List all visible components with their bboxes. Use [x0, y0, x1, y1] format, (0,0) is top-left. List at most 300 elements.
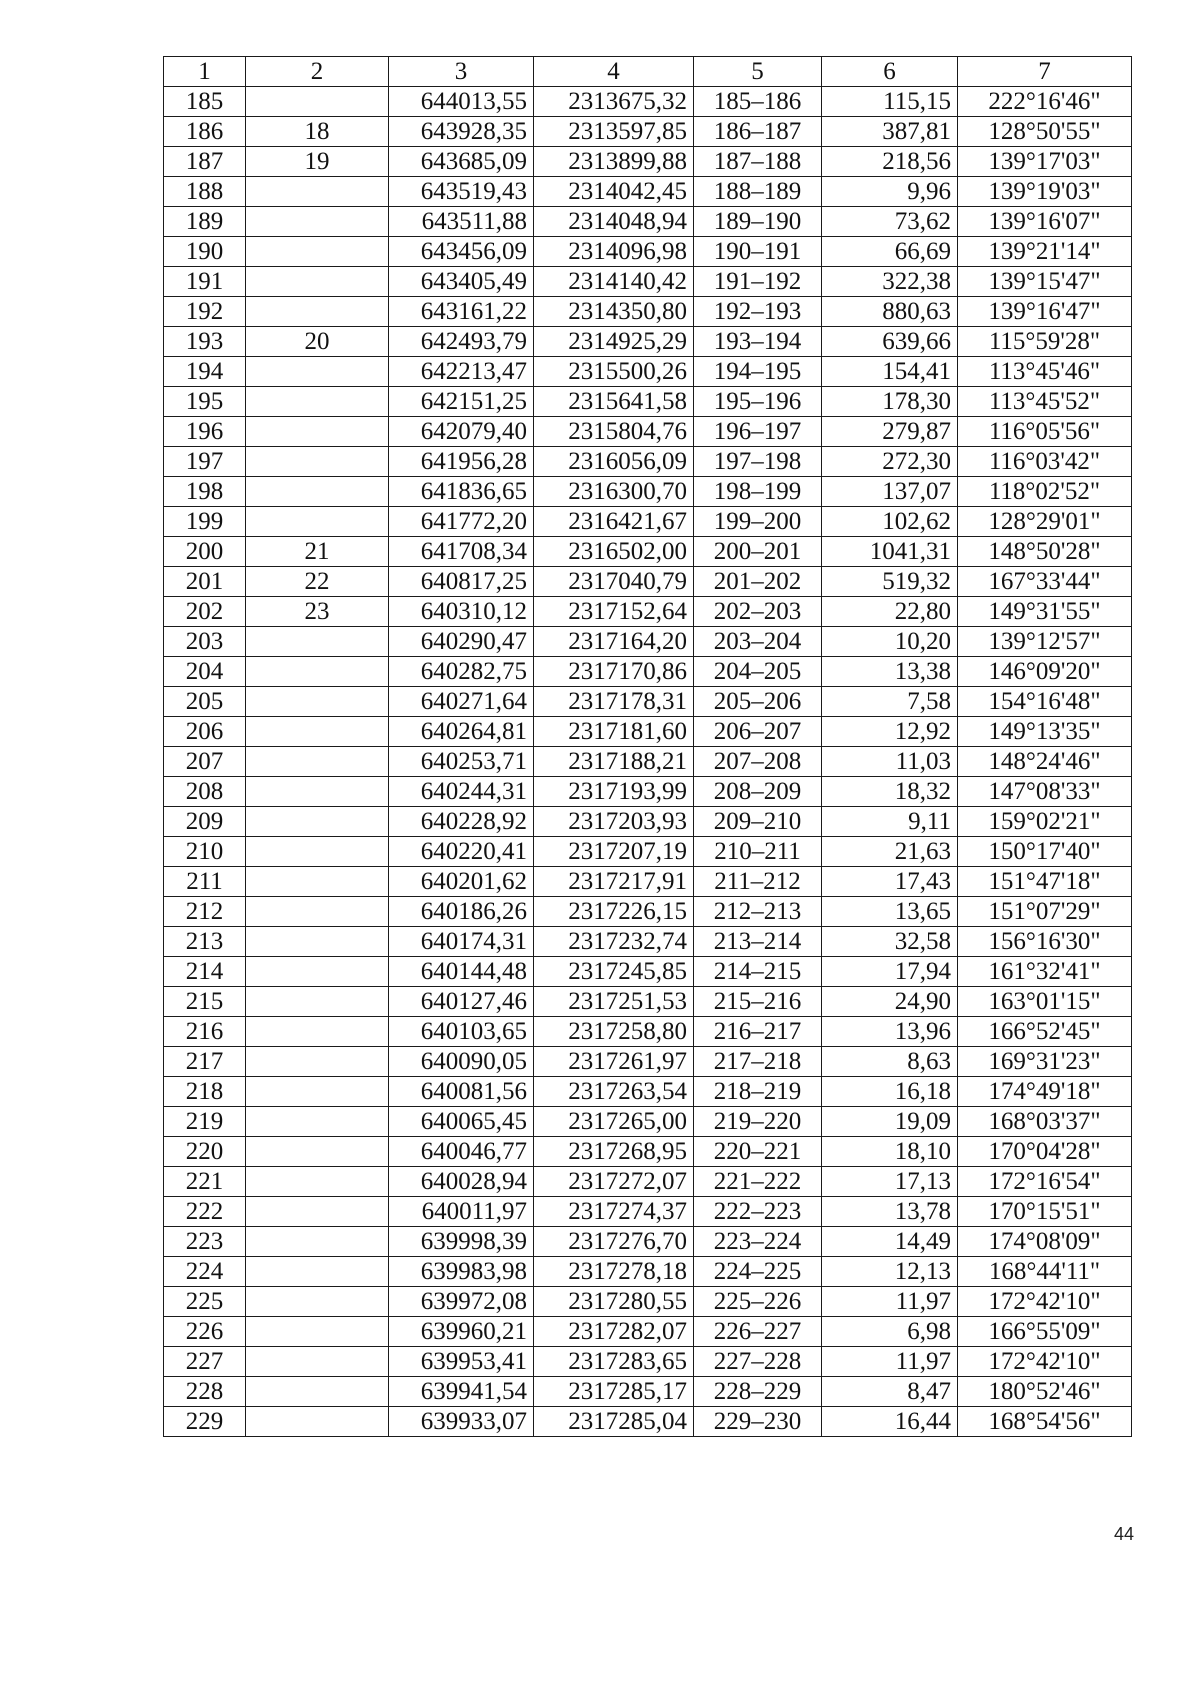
mark-number-cell: 19: [246, 147, 389, 177]
point-number-cell: 193: [164, 327, 246, 357]
x-coordinate-cell: 643519,43: [389, 177, 534, 207]
point-number-cell: 189: [164, 207, 246, 237]
segment-cell: 187–188: [694, 147, 822, 177]
segment-cell: 228–229: [694, 1377, 822, 1407]
point-number-cell: 199: [164, 507, 246, 537]
table-row: [164, 1167, 1132, 1197]
mark-number-cell: [246, 207, 389, 237]
column-header: 5: [694, 57, 822, 87]
mark-number-cell: [246, 1137, 389, 1167]
x-coordinate-cell: 640081,56: [389, 1077, 534, 1107]
x-coordinate-cell: 639953,41: [389, 1347, 534, 1377]
y-coordinate-cell: 2314096,98: [534, 237, 694, 267]
length-cell: 73,62: [822, 207, 958, 237]
direction-angle-cell: 116°05'56": [958, 417, 1132, 447]
point-number-cell: 211: [164, 867, 246, 897]
x-coordinate-cell: 639998,39: [389, 1227, 534, 1257]
direction-angle-cell: 151°07'29": [958, 897, 1132, 927]
direction-angle-cell: 168°44'11": [958, 1257, 1132, 1287]
x-coordinate-cell: 639983,98: [389, 1257, 534, 1287]
mark-number-cell: [246, 807, 389, 837]
table-row: [164, 417, 1132, 447]
point-number-cell: 210: [164, 837, 246, 867]
direction-angle-cell: 149°13'35": [958, 717, 1132, 747]
length-cell: 13,38: [822, 657, 958, 687]
table-row: [164, 657, 1132, 687]
segment-cell: 221–222: [694, 1167, 822, 1197]
x-coordinate-cell: 640271,64: [389, 687, 534, 717]
y-coordinate-cell: 2314048,94: [534, 207, 694, 237]
table-row: [164, 747, 1132, 777]
mark-number-cell: [246, 957, 389, 987]
direction-angle-cell: 148°24'46": [958, 747, 1132, 777]
x-coordinate-cell: 639960,21: [389, 1317, 534, 1347]
y-coordinate-cell: 2317193,99: [534, 777, 694, 807]
direction-angle-cell: 168°03'37": [958, 1107, 1132, 1137]
segment-cell: 220–221: [694, 1137, 822, 1167]
point-number-cell: 194: [164, 357, 246, 387]
direction-angle-cell: 174°49'18": [958, 1077, 1132, 1107]
mark-number-cell: [246, 297, 389, 327]
segment-cell: 194–195: [694, 357, 822, 387]
segment-cell: 209–210: [694, 807, 822, 837]
point-number-cell: 224: [164, 1257, 246, 1287]
table-row: [164, 1107, 1132, 1137]
direction-angle-cell: 174°08'09": [958, 1227, 1132, 1257]
length-cell: 22,80: [822, 597, 958, 627]
segment-cell: 200–201: [694, 537, 822, 567]
length-cell: 17,43: [822, 867, 958, 897]
mark-number-cell: [246, 1377, 389, 1407]
x-coordinate-cell: 643928,35: [389, 117, 534, 147]
length-cell: 9,96: [822, 177, 958, 207]
y-coordinate-cell: 2315500,26: [534, 357, 694, 387]
table-row: [164, 147, 1132, 177]
table-row: [164, 477, 1132, 507]
segment-cell: 204–205: [694, 657, 822, 687]
x-coordinate-cell: 642151,25: [389, 387, 534, 417]
segment-cell: 222–223: [694, 1197, 822, 1227]
direction-angle-cell: 139°21'14": [958, 237, 1132, 267]
x-coordinate-cell: 640028,94: [389, 1167, 534, 1197]
point-number-cell: 221: [164, 1167, 246, 1197]
table-row: [164, 717, 1132, 747]
direction-angle-cell: 180°52'46": [958, 1377, 1132, 1407]
mark-number-cell: 22: [246, 567, 389, 597]
direction-angle-cell: 128°29'01": [958, 507, 1132, 537]
table-row: [164, 1377, 1132, 1407]
point-number-cell: 229: [164, 1407, 246, 1437]
segment-cell: 196–197: [694, 417, 822, 447]
x-coordinate-cell: 639972,08: [389, 1287, 534, 1317]
direction-angle-cell: 159°02'21": [958, 807, 1132, 837]
mark-number-cell: 21: [246, 537, 389, 567]
y-coordinate-cell: 2316300,70: [534, 477, 694, 507]
point-number-cell: 223: [164, 1227, 246, 1257]
length-cell: 19,09: [822, 1107, 958, 1137]
direction-angle-cell: 151°47'18": [958, 867, 1132, 897]
point-number-cell: 202: [164, 597, 246, 627]
x-coordinate-cell: 641772,20: [389, 507, 534, 537]
length-cell: 7,58: [822, 687, 958, 717]
length-cell: 272,30: [822, 447, 958, 477]
table-row: [164, 447, 1132, 477]
length-cell: 178,30: [822, 387, 958, 417]
segment-cell: 203–204: [694, 627, 822, 657]
segment-cell: 185–186: [694, 87, 822, 117]
segment-cell: 208–209: [694, 777, 822, 807]
mark-number-cell: [246, 1017, 389, 1047]
table-row: [164, 327, 1132, 357]
table-row: [164, 687, 1132, 717]
x-coordinate-cell: 640817,25: [389, 567, 534, 597]
point-number-cell: 225: [164, 1287, 246, 1317]
mark-number-cell: [246, 1347, 389, 1377]
table-row: [164, 867, 1132, 897]
y-coordinate-cell: 2317272,07: [534, 1167, 694, 1197]
y-coordinate-cell: 2317164,20: [534, 627, 694, 657]
segment-cell: 202–203: [694, 597, 822, 627]
point-number-cell: 188: [164, 177, 246, 207]
table-row: [164, 267, 1132, 297]
y-coordinate-cell: 2313597,85: [534, 117, 694, 147]
mark-number-cell: [246, 177, 389, 207]
y-coordinate-cell: 2313675,32: [534, 87, 694, 117]
y-coordinate-cell: 2314925,29: [534, 327, 694, 357]
mark-number-cell: [246, 387, 389, 417]
table-row: [164, 207, 1132, 237]
length-cell: 218,56: [822, 147, 958, 177]
point-number-cell: 190: [164, 237, 246, 267]
point-number-cell: 196: [164, 417, 246, 447]
point-number-cell: 217: [164, 1047, 246, 1077]
x-coordinate-cell: 641708,34: [389, 537, 534, 567]
mark-number-cell: [246, 1047, 389, 1077]
point-number-cell: 197: [164, 447, 246, 477]
direction-angle-cell: 166°55'09": [958, 1317, 1132, 1347]
direction-angle-cell: 139°12'57": [958, 627, 1132, 657]
point-number-cell: 204: [164, 657, 246, 687]
point-number-cell: 195: [164, 387, 246, 417]
table-row: [164, 1317, 1132, 1347]
y-coordinate-cell: 2317263,54: [534, 1077, 694, 1107]
y-coordinate-cell: 2314350,80: [534, 297, 694, 327]
length-cell: 1041,31: [822, 537, 958, 567]
y-coordinate-cell: 2317217,91: [534, 867, 694, 897]
length-cell: 9,11: [822, 807, 958, 837]
segment-cell: 218–219: [694, 1077, 822, 1107]
y-coordinate-cell: 2317285,04: [534, 1407, 694, 1437]
direction-angle-cell: 128°50'55": [958, 117, 1132, 147]
length-cell: 21,63: [822, 837, 958, 867]
segment-cell: 229–230: [694, 1407, 822, 1437]
y-coordinate-cell: 2317283,65: [534, 1347, 694, 1377]
table-row: [164, 537, 1132, 567]
segment-cell: 199–200: [694, 507, 822, 537]
point-number-cell: 213: [164, 927, 246, 957]
direction-angle-cell: 154°16'48": [958, 687, 1132, 717]
segment-cell: 210–211: [694, 837, 822, 867]
y-coordinate-cell: 2313899,88: [534, 147, 694, 177]
segment-cell: 226–227: [694, 1317, 822, 1347]
length-cell: 11,03: [822, 747, 958, 777]
direction-angle-cell: 139°16'07": [958, 207, 1132, 237]
point-number-cell: 200: [164, 537, 246, 567]
table-row: [164, 297, 1132, 327]
table-row: [164, 357, 1132, 387]
table-row: [164, 1287, 1132, 1317]
direction-angle-cell: 116°03'42": [958, 447, 1132, 477]
table-row: [164, 987, 1132, 1017]
direction-angle-cell: 167°33'44": [958, 567, 1132, 597]
length-cell: 13,65: [822, 897, 958, 927]
mark-number-cell: [246, 777, 389, 807]
direction-angle-cell: 139°17'03": [958, 147, 1132, 177]
table-row: [164, 387, 1132, 417]
table-row: [164, 1227, 1132, 1257]
segment-cell: 189–190: [694, 207, 822, 237]
segment-cell: 211–212: [694, 867, 822, 897]
x-coordinate-cell: 640144,48: [389, 957, 534, 987]
mark-number-cell: [246, 237, 389, 267]
direction-angle-cell: 139°15'47": [958, 267, 1132, 297]
length-cell: 115,15: [822, 87, 958, 117]
x-coordinate-cell: 643511,88: [389, 207, 534, 237]
table-row: [164, 1077, 1132, 1107]
y-coordinate-cell: 2317274,37: [534, 1197, 694, 1227]
mark-number-cell: [246, 417, 389, 447]
mark-number-cell: [246, 1407, 389, 1437]
x-coordinate-cell: 640264,81: [389, 717, 534, 747]
table-body: [164, 57, 1132, 1437]
table-row: [164, 807, 1132, 837]
direction-angle-cell: 172°42'10": [958, 1287, 1132, 1317]
table-row: [164, 1347, 1132, 1377]
column-header: 4: [534, 57, 694, 87]
length-cell: 387,81: [822, 117, 958, 147]
direction-angle-cell: 161°32'41": [958, 957, 1132, 987]
length-cell: 18,10: [822, 1137, 958, 1167]
direction-angle-cell: 148°50'28": [958, 537, 1132, 567]
length-cell: 17,94: [822, 957, 958, 987]
x-coordinate-cell: 640310,12: [389, 597, 534, 627]
length-cell: 13,96: [822, 1017, 958, 1047]
y-coordinate-cell: 2317152,64: [534, 597, 694, 627]
length-cell: 322,38: [822, 267, 958, 297]
x-coordinate-cell: 640220,41: [389, 837, 534, 867]
segment-cell: 191–192: [694, 267, 822, 297]
y-coordinate-cell: 2314042,45: [534, 177, 694, 207]
length-cell: 24,90: [822, 987, 958, 1017]
table-row: [164, 627, 1132, 657]
direction-angle-cell: 147°08'33": [958, 777, 1132, 807]
length-cell: 11,97: [822, 1347, 958, 1377]
table-row: [164, 177, 1132, 207]
length-cell: 17,13: [822, 1167, 958, 1197]
x-coordinate-cell: 640290,47: [389, 627, 534, 657]
mark-number-cell: [246, 867, 389, 897]
segment-cell: 186–187: [694, 117, 822, 147]
y-coordinate-cell: 2317258,80: [534, 1017, 694, 1047]
mark-number-cell: [246, 357, 389, 387]
y-coordinate-cell: 2317170,86: [534, 657, 694, 687]
mark-number-cell: [246, 477, 389, 507]
x-coordinate-cell: 640201,62: [389, 867, 534, 897]
point-number-cell: 185: [164, 87, 246, 117]
direction-angle-cell: 170°04'28": [958, 1137, 1132, 1167]
x-coordinate-cell: 643456,09: [389, 237, 534, 267]
table-row: [164, 1257, 1132, 1287]
direction-angle-cell: 170°15'51": [958, 1197, 1132, 1227]
point-number-cell: 191: [164, 267, 246, 297]
table-row: [164, 1197, 1132, 1227]
direction-angle-cell: 163°01'15": [958, 987, 1132, 1017]
table-row: [164, 87, 1132, 117]
point-number-cell: 218: [164, 1077, 246, 1107]
x-coordinate-cell: 643405,49: [389, 267, 534, 297]
point-number-cell: 209: [164, 807, 246, 837]
direction-angle-cell: 172°16'54": [958, 1167, 1132, 1197]
y-coordinate-cell: 2317285,17: [534, 1377, 694, 1407]
segment-cell: 201–202: [694, 567, 822, 597]
mark-number-cell: [246, 627, 389, 657]
table-row: [164, 237, 1132, 267]
table-row: [164, 1137, 1132, 1167]
point-number-cell: 212: [164, 897, 246, 927]
x-coordinate-cell: 639941,54: [389, 1377, 534, 1407]
mark-number-cell: [246, 837, 389, 867]
mark-number-cell: [246, 747, 389, 777]
segment-cell: 190–191: [694, 237, 822, 267]
y-coordinate-cell: 2315804,76: [534, 417, 694, 447]
table-row: [164, 597, 1132, 627]
mark-number-cell: [246, 87, 389, 117]
point-number-cell: 205: [164, 687, 246, 717]
mark-number-cell: [246, 1197, 389, 1227]
segment-cell: 212–213: [694, 897, 822, 927]
direction-angle-cell: 172°42'10": [958, 1347, 1132, 1377]
mark-number-cell: [246, 1107, 389, 1137]
mark-number-cell: [246, 657, 389, 687]
segment-cell: 214–215: [694, 957, 822, 987]
segment-cell: 227–228: [694, 1347, 822, 1377]
point-number-cell: 222: [164, 1197, 246, 1227]
y-coordinate-cell: 2316502,00: [534, 537, 694, 567]
length-cell: 12,13: [822, 1257, 958, 1287]
y-coordinate-cell: 2317280,55: [534, 1287, 694, 1317]
x-coordinate-cell: 643685,09: [389, 147, 534, 177]
direction-angle-cell: 150°17'40": [958, 837, 1132, 867]
mark-number-cell: [246, 267, 389, 297]
y-coordinate-cell: 2314140,42: [534, 267, 694, 297]
x-coordinate-cell: 641956,28: [389, 447, 534, 477]
length-cell: 18,32: [822, 777, 958, 807]
mark-number-cell: [246, 1317, 389, 1347]
column-header: 7: [958, 57, 1132, 87]
direction-angle-cell: 113°45'46": [958, 357, 1132, 387]
mark-number-cell: [246, 897, 389, 927]
length-cell: 32,58: [822, 927, 958, 957]
x-coordinate-cell: 642079,40: [389, 417, 534, 447]
x-coordinate-cell: 640282,75: [389, 657, 534, 687]
length-cell: 519,32: [822, 567, 958, 597]
column-header: 6: [822, 57, 958, 87]
segment-cell: 192–193: [694, 297, 822, 327]
x-coordinate-cell: 640244,31: [389, 777, 534, 807]
direction-angle-cell: 168°54'56": [958, 1407, 1132, 1437]
x-coordinate-cell: 642493,79: [389, 327, 534, 357]
mark-number-cell: [246, 717, 389, 747]
y-coordinate-cell: 2316056,09: [534, 447, 694, 477]
mark-number-cell: [246, 1077, 389, 1107]
table-row: [164, 927, 1132, 957]
point-number-cell: 228: [164, 1377, 246, 1407]
coordinates-sheet: [163, 56, 1131, 1437]
point-number-cell: 206: [164, 717, 246, 747]
length-cell: 14,49: [822, 1227, 958, 1257]
length-cell: 102,62: [822, 507, 958, 537]
column-header: 3: [389, 57, 534, 87]
table-row: [164, 567, 1132, 597]
mark-number-cell: [246, 1167, 389, 1197]
table-row: [164, 837, 1132, 867]
table-row: [164, 117, 1132, 147]
segment-cell: 216–217: [694, 1017, 822, 1047]
y-coordinate-cell: 2317232,74: [534, 927, 694, 957]
y-coordinate-cell: 2317226,15: [534, 897, 694, 927]
point-number-cell: 198: [164, 477, 246, 507]
x-coordinate-cell: 640253,71: [389, 747, 534, 777]
segment-cell: 219–220: [694, 1107, 822, 1137]
y-coordinate-cell: 2317178,31: [534, 687, 694, 717]
x-coordinate-cell: 640090,05: [389, 1047, 534, 1077]
length-cell: 154,41: [822, 357, 958, 387]
length-cell: 12,92: [822, 717, 958, 747]
length-cell: 11,97: [822, 1287, 958, 1317]
segment-cell: 224–225: [694, 1257, 822, 1287]
length-cell: 639,66: [822, 327, 958, 357]
y-coordinate-cell: 2315641,58: [534, 387, 694, 417]
segment-cell: 215–216: [694, 987, 822, 1017]
direction-angle-cell: 222°16'46": [958, 87, 1132, 117]
segment-cell: 197–198: [694, 447, 822, 477]
y-coordinate-cell: 2317268,95: [534, 1137, 694, 1167]
mark-number-cell: 18: [246, 117, 389, 147]
segment-cell: 213–214: [694, 927, 822, 957]
length-cell: 880,63: [822, 297, 958, 327]
point-number-cell: 219: [164, 1107, 246, 1137]
mark-number-cell: [246, 687, 389, 717]
y-coordinate-cell: 2317040,79: [534, 567, 694, 597]
point-number-cell: 186: [164, 117, 246, 147]
y-coordinate-cell: 2317261,97: [534, 1047, 694, 1077]
point-number-cell: 203: [164, 627, 246, 657]
segment-cell: 205–206: [694, 687, 822, 717]
mark-number-cell: [246, 447, 389, 477]
x-coordinate-cell: 640065,45: [389, 1107, 534, 1137]
direction-angle-cell: 146°09'20": [958, 657, 1132, 687]
direction-angle-cell: 149°31'55": [958, 597, 1132, 627]
x-coordinate-cell: 641836,65: [389, 477, 534, 507]
mark-number-cell: [246, 987, 389, 1017]
y-coordinate-cell: 2317245,85: [534, 957, 694, 987]
table-row: [164, 1047, 1132, 1077]
segment-cell: 198–199: [694, 477, 822, 507]
point-number-cell: 214: [164, 957, 246, 987]
y-coordinate-cell: 2317282,07: [534, 1317, 694, 1347]
length-cell: 8,47: [822, 1377, 958, 1407]
table-row: [164, 1017, 1132, 1047]
